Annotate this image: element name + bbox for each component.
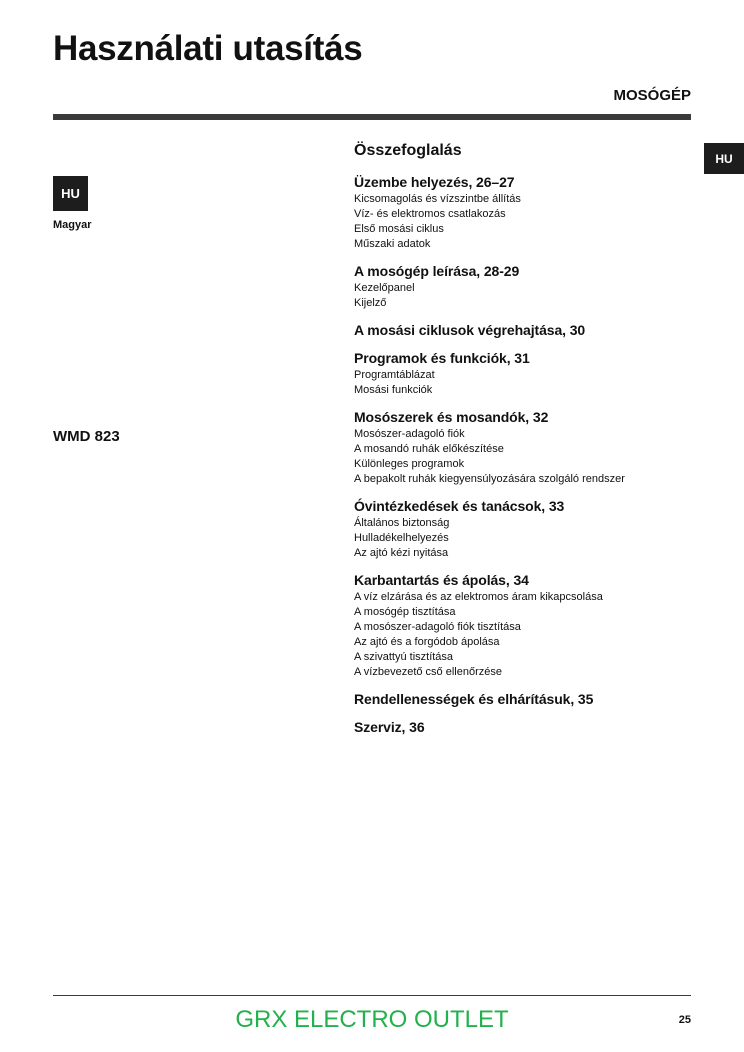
table-of-contents [354, 141, 694, 747]
toc-section-title: Programok és funkciók, 31 [354, 350, 530, 366]
toc-item: Mosási funkciók [354, 384, 433, 396]
toc-item: Programtáblázat [354, 369, 435, 381]
toc-section-title: Karbantartás és ápolás, 34 [354, 572, 529, 588]
footer-divider [53, 995, 691, 996]
model-number: WMD 823 [53, 428, 120, 445]
toc-item: A vízbevezető cső ellenőrzése [354, 666, 502, 678]
toc-section [354, 572, 694, 680]
toc-section [354, 719, 694, 736]
toc-heading: Összefoglalás [354, 142, 462, 159]
product-category: MOSÓGÉP [613, 87, 691, 104]
toc-item: Általános biztonság [354, 517, 450, 529]
toc-section-title: Üzembe helyezés, 26–27 [354, 174, 515, 190]
toc-section-title: A mosógép leírása, 28-29 [354, 263, 520, 279]
toc-item: Kezelőpanel [354, 282, 415, 294]
toc-item: Műszaki adatok [354, 238, 431, 250]
toc-sections [354, 174, 694, 736]
toc-section [354, 174, 694, 252]
toc-item: Kicsomagolás és vízszintbe állítás [354, 193, 521, 205]
toc-item: Kijelző [354, 297, 387, 309]
toc-item: Első mosási ciklus [354, 223, 444, 235]
toc-item: Víz- és elektromos csatlakozás [354, 208, 506, 220]
toc-section-title: A mosási ciklusok végrehajtása, 30 [354, 322, 586, 338]
toc-item: A mosógép tisztítása [354, 606, 456, 618]
toc-item: Az ajtó kézi nyitása [354, 547, 449, 559]
toc-section [354, 409, 694, 487]
footer-brand: GRX ELECTRO OUTLET [235, 1006, 509, 1033]
page-title: Használati utasítás [53, 29, 363, 68]
toc-item: A szivattyú tisztítása [354, 651, 454, 663]
toc-item: A mosószer-adagoló fiók tisztítása [354, 621, 521, 633]
language-badge: HU [53, 176, 88, 211]
toc-item: Mosószer-adagoló fiók [354, 428, 465, 440]
language-name: Magyar [53, 219, 92, 231]
toc-item: A bepakolt ruhák kiegyensúlyozására szolgáló rendszer [354, 473, 625, 485]
toc-section [354, 350, 694, 398]
page-number: 25 [678, 1014, 691, 1026]
toc-section-title: Óvintézkedések és tanácsok, 33 [354, 498, 565, 514]
toc-section-title: Mosószerek és mosandók, 32 [354, 409, 549, 425]
toc-section-title: Rendellenességek és elhárításuk, 35 [354, 691, 594, 707]
language-side-tab: HU [704, 143, 744, 174]
toc-item: A mosandó ruhák előkészítése [354, 443, 504, 455]
toc-section [354, 498, 694, 561]
header-divider [53, 114, 691, 120]
toc-item: Az ajtó és a forgódob ápolása [354, 636, 500, 648]
toc-item: Hulladékelhelyezés [354, 532, 449, 544]
toc-section [354, 691, 694, 708]
toc-section [354, 322, 694, 339]
toc-section-title: Szerviz, 36 [354, 719, 425, 735]
toc-item: Különleges programok [354, 458, 465, 470]
toc-section [354, 263, 694, 311]
toc-item: A víz elzárása és az elektromos áram kikapcsolása [354, 591, 603, 603]
